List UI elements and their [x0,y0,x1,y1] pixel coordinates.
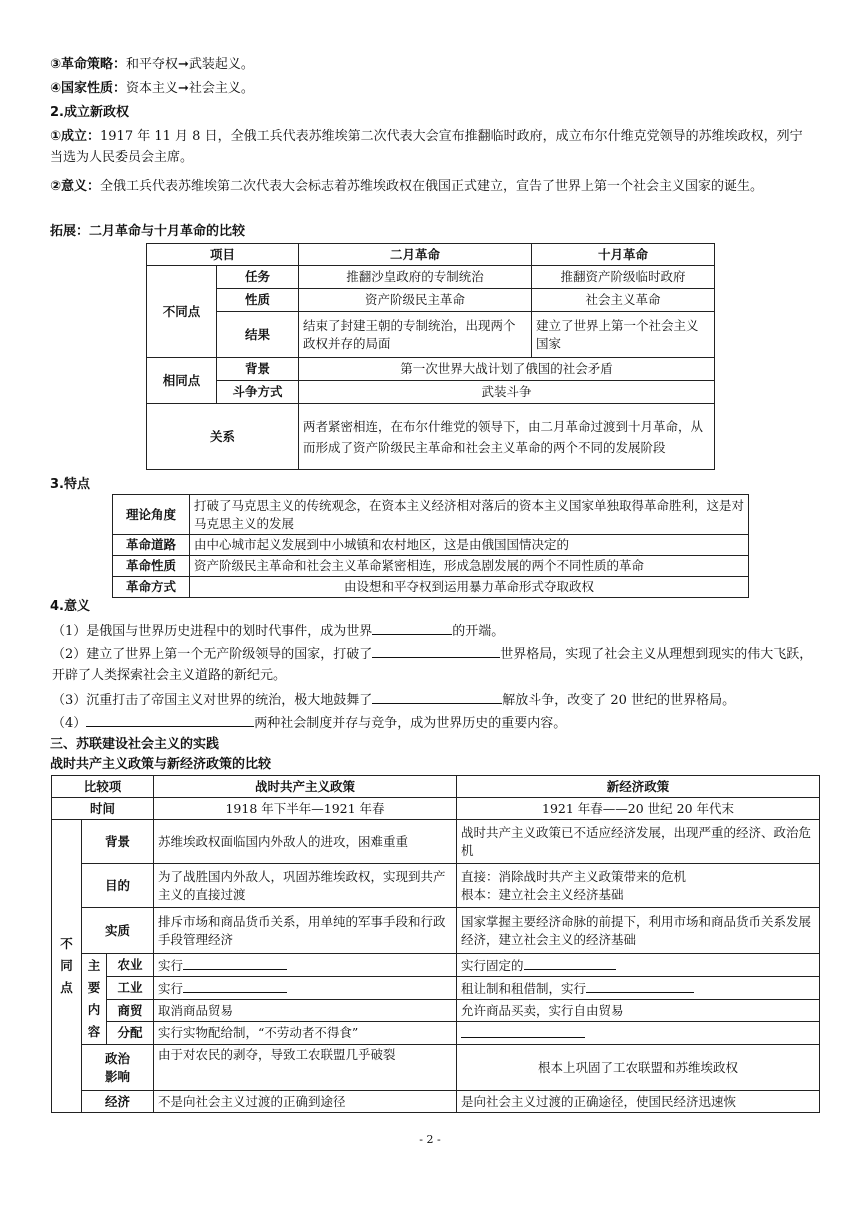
significance-item-3: （3）沉重打击了帝国主义对世界的统治，极大地鼓舞了 解放斗争，改变了 20 世纪的世界格局。 [52,689,812,711]
row-group-same: 相同点 [147,358,217,404]
cell-background-war: 苏维埃政权面临国内外敌人的进攻，困难重重 [154,820,457,864]
row-group-main-content: 主要内容 [82,954,107,1045]
cell-agriculture-nep: 实行固定的 [457,954,820,977]
feature-label-theory: 理论角度 [113,495,190,535]
cell-background-nep: 战时共产主义政策已不适应经济发展，出现严重的经济、政治危机 [457,820,820,864]
feature-label-method: 革命方式 [113,577,190,598]
row-group-different: 不同点 [52,820,82,1113]
fill-blank-3[interactable] [372,689,502,704]
cell-result-feb: 结束了封建王朝的专制统治，出现两个政权并存的局面 [299,312,532,358]
feature-label-nature: 革命性质 [113,556,190,577]
header-nep: 新经济政策 [457,776,820,798]
fill-blank-4[interactable] [86,712,254,727]
cell-goal-nep: 直接：消除战时共产主义政策带来的危机 根本：建立社会主义经济基础 [457,864,820,908]
row-label-political-impact: 政治影响 [82,1045,154,1091]
row-group-different: 不同点 [147,266,217,358]
cell-distribution-war: 实行实物配给制，“不劳动者不得食” [154,1022,457,1045]
cell-economy-war: 不是向社会主义过渡的正确到途径 [154,1091,457,1113]
row-label-background: 背景 [82,820,154,864]
nature-line: ④国家性质：资本主义➞社会主义。 [50,81,254,96]
extension-heading: 拓展：二月革命与十月革命的比较 [50,224,246,239]
section-subtitle: 战时共产主义政策与新经济政策的比较 [50,757,272,772]
fill-blank-1[interactable] [372,620,452,635]
paragraph-significance: ②意义：全俄工兵代表苏维埃第二次代表大会标志着苏维埃政权在俄国正式建立，宣告了世界上第一个社会主义国家的诞生。 [50,179,764,194]
cell-time-nep: 1921 年春——20 世纪 20 年代末 [457,798,820,820]
header-february: 二月革命 [299,244,532,266]
cell-political-nep: 根本上巩固了工农联盟和苏维埃政权 [457,1045,820,1091]
cell-task-oct: 推翻资产阶级临时政府 [532,266,715,289]
cell-industry-war: 实行 [154,977,457,1000]
heading-new-regime: 2.成立新政权 [50,105,129,120]
cell-goal-war: 为了战胜国内外敌人，巩固苏维埃政权，实现到共产主义的直接过渡 [154,864,457,908]
cell-task-feb: 推翻沙皇政府的专制统治 [299,266,532,289]
header-compare-item: 比较项 [52,776,154,798]
cell-time-war: 1918 年下半年—1921 年春 [154,798,457,820]
strategy-line: ③革命策略：和平夺权➞武装起义。 [50,57,254,72]
header-item: 项目 [147,244,299,266]
cell-relation: 两者紧密相连，在布尔什维党的领导下，由二月革命过渡到十月革命，从而形成了资产阶级民主革命和社会主义革命的两个不同的发展阶段 [299,404,715,470]
cell-distribution-nep [457,1022,820,1045]
significance-item-4: （4） 两种社会制度并存与竞争，成为世界历史的重要内容。 [52,712,812,734]
fill-blank-ind-war[interactable] [183,978,287,993]
row-label-goal: 目的 [82,864,154,908]
heading-significance: 4.意义 [50,599,90,614]
feature-value-method: 由设想和平夺权到运用暴力革命形式夺取政权 [190,577,749,598]
cell-trade-nep: 允许商品买卖，实行自由贸易 [457,1000,820,1022]
policy-comparison-table [51,775,820,1113]
feature-label-road: 革命道路 [113,535,190,556]
row-label-relation: 关系 [147,404,299,470]
row-label-nature: 性质 [217,289,299,312]
row-label-industry: 工业 [107,977,154,1000]
cell-background: 第一次世界大战计划了俄国的社会矛盾 [299,358,715,381]
cell-essence-war: 排斥市场和商品货币关系，用单纯的军事手段和行政手段管理经济 [154,908,457,954]
fill-blank-agri-nep[interactable] [524,955,616,970]
row-label-result: 结果 [217,312,299,358]
header-october: 十月革命 [532,244,715,266]
cell-industry-nep: 租让制和租借制，实行 [457,977,820,1000]
fill-blank-agri-war[interactable] [183,955,287,970]
cell-nature-feb: 资产阶级民主革命 [299,289,532,312]
row-label-distribution: 分配 [107,1022,154,1045]
cell-agriculture-war: 实行 [154,954,457,977]
row-label-trade: 商贸 [107,1000,154,1022]
fill-blank-2[interactable] [372,643,500,658]
cell-nature-oct: 社会主义革命 [532,289,715,312]
feature-value-theory: 打破了马克思主义的传统观念，在资本主义经济相对落后的资本主义国家单独取得革命胜利，这是对马克思主义的发展 [190,495,749,535]
cell-struggle: 武装斗争 [299,381,715,404]
row-label-struggle: 斗争方式 [217,381,299,404]
heading-features: 3.特点 [50,477,90,492]
feature-value-road: 由中心城市起义发展到中小城镇和农村地区，这是由俄国国情决定的 [190,535,749,556]
fill-blank-ind-nep[interactable] [586,978,694,993]
section-title: 三、苏联建设社会主义的实践 [50,737,220,752]
cell-result-oct: 建立了世界上第一个社会主义国家 [532,312,715,358]
row-label-task: 任务 [217,266,299,289]
significance-item-1: （1）是俄国与世界历史进程中的划时代事件，成为世界 的开端。 [52,620,812,642]
significance-item-2: （2）建立了世界上第一个无产阶级领导的国家，打破了 世界格局，实现了社会主义从理想到现实的伟大飞跃，开辟了人类探索社会主义道路的新纪元。 [52,643,814,686]
cell-economy-nep: 是向社会主义过渡的正确途径，使国民经济迅速恢 [457,1091,820,1113]
features-table [112,494,749,598]
cell-trade-war: 取消商品贸易 [154,1000,457,1022]
cell-political-war: 由于对农民的剥夺，导致工农联盟几乎破裂 [154,1045,457,1091]
revolution-comparison-table [146,243,715,470]
row-label-time: 时间 [52,798,154,820]
paragraph-establish: ①成立：1917 年 11 月 8 日，全俄工兵代表苏维埃第二次代表大会宣布推翻临时政府，成立布尔什维克党领导的苏维埃政权，列宁当选为人民委员会主席。 [50,129,803,165]
row-label-background: 背景 [217,358,299,381]
row-label-economy: 经济 [82,1091,154,1113]
cell-essence-nep: 国家掌握主要经济命脉的前提下，利用市场和商品货币关系发展经济，建立社会主义的经济基础 [457,908,820,954]
row-label-agriculture: 农业 [107,954,154,977]
fill-blank-dist-nep[interactable] [461,1023,585,1038]
row-label-essence: 实质 [82,908,154,954]
header-war-communism: 战时共产主义政策 [154,776,457,798]
page-number: - 2 - [419,1133,441,1146]
feature-value-nature: 资产阶级民主革命和社会主义革命紧密相连，形成急剧发展的两个不同性质的革命 [190,556,749,577]
